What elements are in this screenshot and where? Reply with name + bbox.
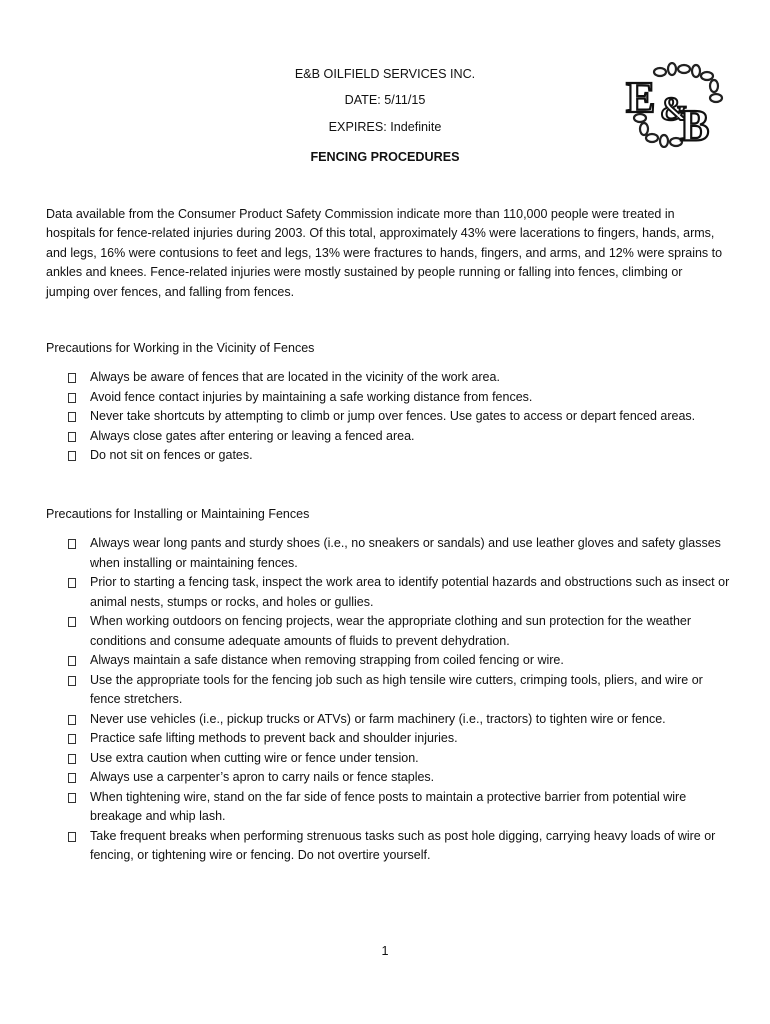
section-heading-vicinity: Precautions for Working in the Vicinity of Fences (46, 341, 315, 355)
list-item-text: Do not sit on fences or gates. (90, 448, 253, 462)
list-item (68, 768, 730, 788)
checkbox-square-icon (68, 832, 76, 842)
list-item-text: Use extra caution when cutting wire or fence under tension. (90, 750, 419, 765)
checkbox-square-icon (68, 451, 76, 461)
checkbox-square-icon (68, 656, 76, 666)
page-number: 1 (381, 944, 389, 958)
list-item-text: When tightening wire, stand on the far side of fence posts to maintain a protective barrier from potential wire breakage and whip lash. (90, 789, 687, 823)
list-item-text: Prior to starting a fencing task, inspect the work area to identify potential hazards and obstructions such as insect or animal nests, stumps or rocks, and holes or gullies. (90, 575, 730, 609)
vicinity-precautions-list (68, 368, 730, 466)
list-item (68, 427, 730, 447)
list-item (68, 729, 730, 749)
checkbox-square-icon (68, 754, 76, 764)
checkbox-square-icon (68, 676, 76, 686)
company-name: E&B OILFIELD SERVICES INC. (294, 67, 476, 81)
list-item-text: Never use vehicles (i.e., pickup trucks or ATVs) or farm machinery (i.e., tractors) to tighten wire or fence. (90, 711, 666, 726)
list-item-text: Always maintain a safe distance when removing strapping from coiled fencing or wire. (90, 653, 564, 667)
checkbox-square-icon (68, 715, 76, 725)
list-item-text: Practice safe lifting methods to prevent back and shoulder injuries. (90, 731, 458, 745)
installing-precautions-list (68, 534, 730, 866)
checkbox-square-icon (68, 432, 76, 442)
list-item-text: Always close gates after entering or leaving a fenced area. (90, 428, 415, 443)
checkbox-square-icon (68, 373, 76, 383)
document-title: FENCING PROCEDURES (310, 150, 460, 164)
list-item-text: Always wear long pants and sturdy shoes (i.e., no sneakers or sandals) and use leather gloves and safety glasses when installing or maintaining fences. (90, 536, 721, 570)
list-item-text: Always use a carpenter’s apron to carry nails or fence staples. (90, 770, 435, 784)
section-heading-installing: Precautions for Installing or Maintaining Fences (46, 507, 310, 521)
list-item (68, 368, 730, 388)
checkbox-square-icon (68, 617, 76, 627)
list-item-text: Take frequent breaks when performing strenuous tasks such as post hole digging, carrying heavy loads of wire or fencing, or tightening wire or fencing. Do not overtire yourself. (90, 828, 716, 862)
list-item (68, 446, 730, 466)
checkbox-square-icon (68, 412, 76, 422)
checkbox-square-icon (68, 393, 76, 403)
list-item (68, 573, 730, 612)
checkbox-square-icon (68, 773, 76, 783)
list-item-text: Never take shortcuts by attempting to climb or jump over fences. Use gates to access or depart fenced areas. (90, 409, 696, 423)
list-item (68, 749, 730, 769)
list-item (68, 651, 730, 671)
list-item-text: When working outdoors on fencing projects, wear the appropriate clothing and sun protection for the weather conditions and consume adequate amounts of fluids to prevent dehydration. (90, 614, 692, 648)
list-item (68, 407, 730, 427)
list-item-text: Always be aware of fences that are located in the vicinity of the work area. (90, 370, 500, 384)
checkbox-square-icon (68, 734, 76, 744)
list-item (68, 388, 730, 408)
list-item (68, 612, 730, 651)
list-item (68, 827, 730, 866)
logo-letter-b: B (680, 101, 710, 148)
checkbox-square-icon (68, 578, 76, 588)
list-item (68, 710, 730, 730)
list-item-text: Use the appropriate tools for the fencing job such as high tensile wire cutters, crimping tools, pliers, and wire or fence stretchers. (90, 672, 703, 706)
document-date: DATE: 5/11/15 (344, 93, 426, 107)
logo-letter-e: E (626, 73, 656, 122)
logo-ampersand: & (660, 91, 689, 128)
list-item-text: Avoid fence contact injuries by maintaining a safe working distance from fences. (90, 389, 533, 404)
document-expires: EXPIRES: Indefinite (328, 120, 442, 134)
list-item (68, 671, 730, 710)
list-item (68, 534, 730, 573)
list-item (68, 788, 730, 827)
intro-paragraph: Data available from the Consumer Product Safety Commission indicate more than 110,000 people were treated in hospitals for fence-related injuries during 2003. Of this total, approximately 43% were lacerations to fingers, hands, arms, and legs, 16% were contusions to feet and legs, 13% were fractures to hands, fingers, and arms, and 12% were sprains to ankles and knees. Fence-related injuries were mostly sustained by people running or falling into fences, climbing or jumping over fences, and falling from fences. (46, 207, 723, 299)
checkbox-square-icon (68, 793, 76, 803)
checkbox-square-icon (68, 539, 76, 549)
eb-chain-logo-icon (622, 62, 728, 148)
